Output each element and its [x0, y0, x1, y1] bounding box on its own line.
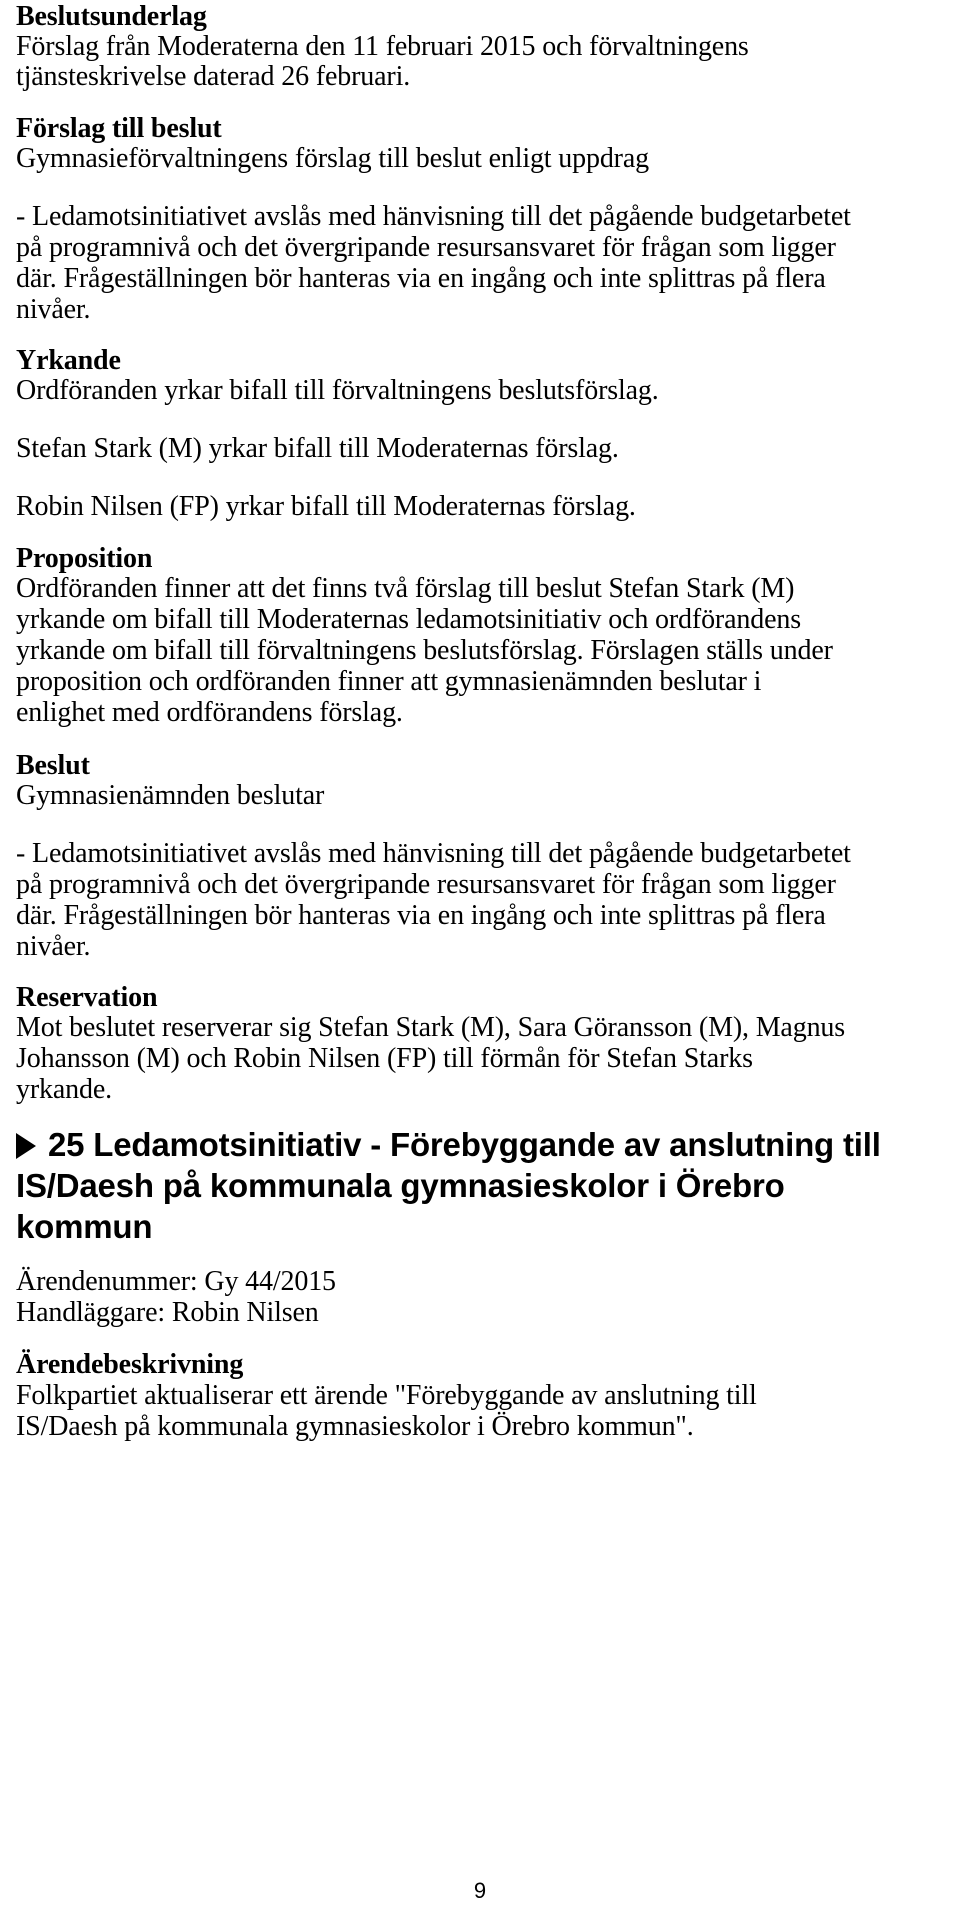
text-line: enlighet med ordförandens förslag. — [16, 697, 403, 728]
text-line: på programnivå och det övergripande resursansvaret för frågan som ligger — [16, 869, 836, 900]
text-line: Folkpartiet aktualiserar ett ärende "Förebyggande av anslutning till — [16, 1380, 757, 1411]
text-line: IS/Daesh på kommunala gymnasieskolor i Örebro kommun". — [16, 1411, 694, 1442]
arrow-right-icon — [16, 1133, 36, 1159]
text-line: Gymnasienämnden beslutar — [16, 780, 325, 811]
heading-reservation: Reservation — [16, 982, 158, 1013]
text-line: - Ledamotsinitiativet avslås med hänvisning till det pågående budgetarbetet — [16, 838, 851, 869]
heading-forslag-till-beslut: Förslag till beslut — [16, 113, 222, 144]
section-25-title-line: IS/Daesh på kommunala gymnasieskolor i Örebro — [16, 1167, 785, 1204]
text-line: nivåer. — [16, 294, 91, 325]
text-line: på programnivå och det övergripande resursansvaret för frågan som ligger — [16, 232, 836, 263]
heading-beslutsunderlag: Beslutsunderlag — [16, 1, 207, 32]
page-number: 9 — [473, 1878, 487, 1903]
text-line: Gymnasieförvaltningens förslag till beslut enligt uppdrag — [16, 143, 649, 174]
text-line: yrkande om bifall till förvaltningens beslutsförslag. Förslagen ställs under — [16, 635, 833, 666]
section-25-title-line — [16, 1124, 881, 1166]
text-line: yrkande. — [16, 1074, 112, 1105]
text-line: tjänsteskrivelse daterad 26 februari. — [16, 61, 411, 92]
handlaggare: Handläggare: Robin Nilsen — [16, 1297, 319, 1328]
text-line: Förslag från Moderaterna den 11 februari 2015 och förvaltningens — [16, 31, 749, 62]
text-line: - Ledamotsinitiativet avslås med hänvisning till det pågående budgetarbetet — [16, 201, 851, 232]
heading-proposition: Proposition — [16, 543, 153, 574]
text-line: Ordföranden finner att det finns två förslag till beslut Stefan Stark (M) — [16, 573, 795, 604]
text-line: Robin Nilsen (FP) yrkar bifall till Moderaternas förslag. — [16, 491, 636, 522]
text-line: där. Frågeställningen bör hanteras via en ingång och inte splittras på flera — [16, 900, 826, 931]
heading-beslut: Beslut — [16, 750, 90, 781]
text-line: nivåer. — [16, 931, 91, 962]
text-line: där. Frågeställningen bör hanteras via en ingång och inte splittras på flera — [16, 263, 826, 294]
section-25-title-line: kommun — [16, 1208, 153, 1245]
text-line: Mot beslutet reserverar sig Stefan Stark (M), Sara Göransson (M), Magnus — [16, 1012, 846, 1043]
text-line: Ordföranden yrkar bifall till förvaltningens beslutsförslag. — [16, 375, 659, 406]
text-line: yrkande om bifall till Moderaternas ledamotsinitiativ och ordförandens — [16, 604, 801, 635]
heading-arendebeskrivning: Ärendebeskrivning — [16, 1349, 244, 1380]
text-line: proposition och ordföranden finner att gymnasienämnden beslutar i — [16, 666, 762, 697]
text-line: Johansson (M) och Robin Nilsen (FP) till förmån för Stefan Starks — [16, 1043, 753, 1074]
section-25-title-text: 25 Ledamotsinitiativ - Förebyggande av anslutning till — [48, 1126, 881, 1163]
heading-yrkande: Yrkande — [16, 345, 121, 376]
text-line: Stefan Stark (M) yrkar bifall till Moderaternas förslag. — [16, 433, 619, 464]
arendenummer: Ärendenummer: Gy 44/2015 — [16, 1266, 336, 1297]
